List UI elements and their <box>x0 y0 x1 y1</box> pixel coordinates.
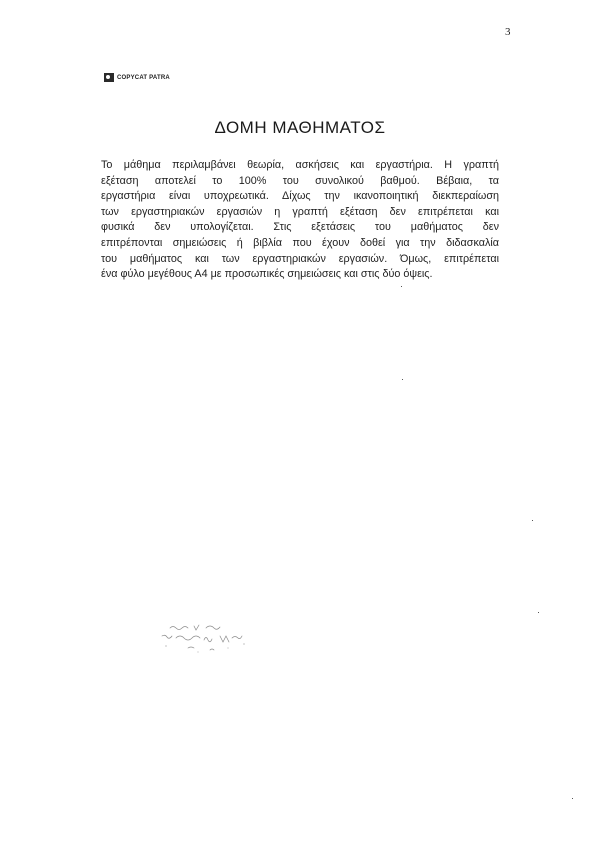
copycat-logo <box>104 73 170 82</box>
paragraph-line: εργαστήρια είναι υποχρεωτικά. Δίχως την ικανοποιητική διεκπεραίωση <box>101 190 499 203</box>
scan-speck <box>538 612 539 613</box>
paragraph-line: εξέταση αποτελεί το 100% του συνολικού βαθμού. Βέβαια, τα <box>101 174 499 187</box>
page-number: 3 <box>505 26 511 38</box>
body-paragraph <box>101 158 499 283</box>
paragraph-line: ένα φύλο μεγέθους Α4 με προσωπικές σημειώσεις και στις δύο όψεις. <box>101 268 433 281</box>
paragraph-line: των εργαστηριακών εργασιών η γραπτή εξέταση δεν επιτρέπεται και <box>101 205 499 218</box>
scan-speck <box>401 286 402 287</box>
scan-speck <box>402 379 403 380</box>
paragraph-line: Το μάθημα περιλαμβάνει θεωρία, ασκήσεις και εργαστήρια. Η γραπτή <box>101 159 499 171</box>
scan-speck <box>532 520 533 521</box>
paragraph-line: φυσικά δεν υπολογίζεται. Στις εξετάσεις του μαθήματος δεν <box>101 221 499 234</box>
document-title: ΔΟΜΗ ΜΑΘΗΜΑΤΟΣ <box>214 118 386 137</box>
stamp-signature-mark <box>158 622 268 662</box>
scan-speck <box>572 798 573 799</box>
paragraph-line: του μαθήματος και των εργαστηριακών εργασιών. Όμως, επιτρέπεται <box>101 252 499 265</box>
paragraph-line: επιτρέπονται σημειώσεις ή βιβλία που έχουν δοθεί για την διδασκαλία <box>101 236 499 249</box>
copycat-logo-text: COPYCAT PATRA <box>117 74 170 81</box>
copycat-logo-icon <box>104 73 114 82</box>
